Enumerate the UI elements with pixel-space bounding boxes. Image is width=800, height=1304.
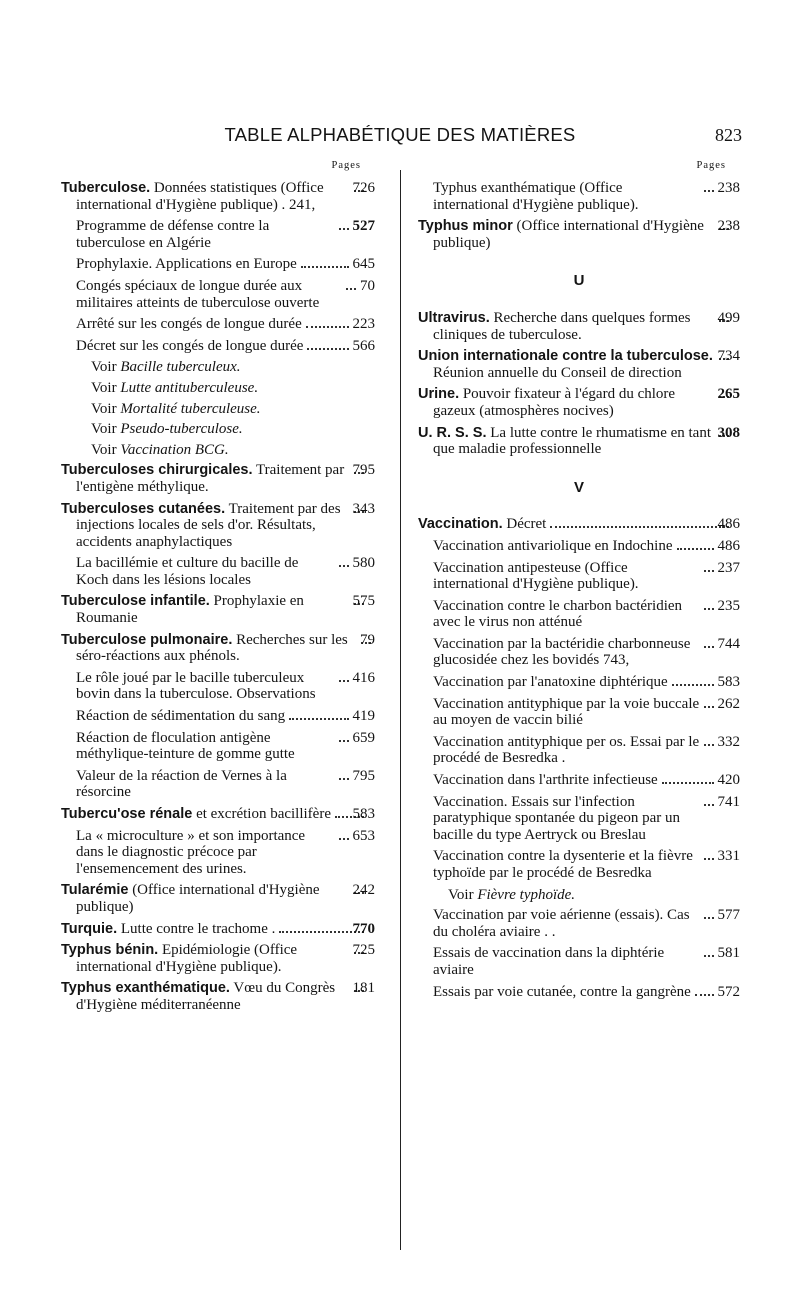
- dot-leader: [339, 228, 349, 230]
- entry-text: [433, 794, 700, 844]
- entry-line: [76, 828, 375, 878]
- entry-line: [61, 882, 375, 915]
- entry-text: [433, 945, 700, 978]
- dot-leader: [695, 994, 714, 996]
- entry-line: [76, 708, 375, 725]
- page-reference: 238: [717, 218, 740, 235]
- index-entry: [61, 218, 375, 251]
- index-entry: [418, 907, 740, 940]
- dot-leader: [339, 680, 349, 682]
- entry-headword: Vaccination.: [418, 516, 503, 533]
- entry-headword: Tuberculose infantile.: [61, 593, 210, 610]
- index-entry: [61, 555, 375, 588]
- entry-line: [61, 806, 375, 823]
- dot-leader: [279, 931, 363, 933]
- entry-text: [76, 316, 302, 333]
- entry-text: [433, 848, 700, 881]
- dot-leader: [339, 778, 349, 780]
- entry-line: [61, 980, 375, 1013]
- dot-leader: [550, 526, 728, 528]
- page-reference: 645: [352, 256, 375, 273]
- page-reference: 795: [352, 767, 375, 784]
- entry-description: Vaccination. Essais sur l'infection paratyphique spontanée du pigeon par un bacille du type Aertryck ou Breslau: [433, 793, 681, 843]
- entry-text: [76, 555, 335, 588]
- entry-description: Vœu du Congrès d'Hygiène méditerranéenne: [76, 980, 336, 1013]
- index-entry: [418, 598, 740, 631]
- entry-text: [76, 278, 342, 311]
- page-reference: 343: [352, 500, 375, 517]
- page-header: [0, 124, 800, 148]
- entry-line: [61, 942, 375, 975]
- page-reference: 237: [717, 559, 740, 576]
- entry-text: [61, 500, 350, 551]
- entry-description: Décret sur les congés de longue durée: [76, 337, 304, 354]
- entry-headword: Union internationale contre la tuberculose.: [418, 348, 713, 365]
- page-reference: 795: [352, 462, 375, 479]
- index-entry: [418, 386, 740, 419]
- index-entry: [61, 278, 375, 311]
- entry-text: [418, 309, 715, 343]
- page-reference: 566: [352, 337, 375, 354]
- index-entry: [418, 560, 740, 593]
- dot-leader: [339, 565, 349, 567]
- entry-headword: Tuberculoses chirurgicales.: [61, 462, 253, 479]
- index-entry: [418, 310, 740, 343]
- entry-text: [61, 980, 350, 1013]
- page-reference: 416: [352, 669, 375, 686]
- entry-description: Réaction de floculation antigène méthylique-teinture de gomme gutte: [76, 729, 295, 763]
- see-also-reference: Voir Mortalité tuberculeuse.: [91, 400, 261, 417]
- page-reference: 238: [717, 180, 740, 196]
- index-entry: [61, 806, 375, 823]
- index-entry: [61, 768, 375, 801]
- page-reference: 235: [717, 597, 740, 614]
- see-also-reference: Voir Pseudo-tuberculose.: [91, 421, 243, 438]
- entry-text: [433, 636, 700, 669]
- entry-description: Vaccination par l'anatoxine diphtérique: [433, 674, 668, 691]
- index-entry: [418, 696, 740, 729]
- entry-text: [433, 560, 700, 593]
- dot-leader: [307, 348, 348, 350]
- page-reference: 583: [352, 806, 375, 822]
- entry-description: Traitement par l'entigène méthylique.: [76, 462, 345, 495]
- see-also-target: Lutte antituberculeuse.: [120, 379, 259, 396]
- entry-line: [76, 278, 375, 311]
- entry-text: [433, 984, 691, 1001]
- entry-description: Données statistiques (Office international d'Hygiène publique) . 241,: [76, 180, 324, 213]
- entry-line: [418, 348, 740, 381]
- entry-line: [433, 848, 740, 881]
- entry-text: [418, 424, 715, 458]
- entry-text: [433, 907, 700, 940]
- entry-line: [76, 316, 375, 333]
- entry-description: Vaccination par la bactéridie charbonneuse glucosidée chez les bovidés 743,: [433, 635, 691, 669]
- entry-headword: Typhus bénin.: [61, 942, 159, 959]
- dot-leader: [704, 706, 714, 708]
- entry-text: [61, 882, 350, 915]
- entry-description: Vaccination antityphique par la voie buccale au moyen de vaccin bilié: [433, 695, 700, 729]
- index-entry: [418, 984, 740, 1001]
- entry-line: [433, 907, 740, 940]
- index-entry: [61, 921, 375, 938]
- dot-leader: [704, 608, 714, 610]
- see-also-reference: Voir Fièvre typhoïde.: [448, 886, 576, 903]
- dot-leader: [704, 955, 714, 957]
- index-entry: [61, 708, 375, 725]
- entry-headword: Typhus minor: [418, 218, 513, 235]
- entry-line: [76, 768, 375, 801]
- index-entry: [61, 942, 375, 975]
- page-reference: 575: [352, 593, 375, 610]
- index-entry: [418, 538, 740, 555]
- entry-description: Lutte contre le trachome .: [120, 920, 276, 937]
- page-reference: 725: [352, 942, 375, 959]
- entry-text: [61, 631, 357, 665]
- entry-description: Typhus exanthématique (Office international d'Hygiène publique).: [433, 180, 639, 213]
- entry-description: Prophylaxie en Roumanie: [76, 593, 304, 627]
- entry-description: Le rôle joué par le bacille tuberculeux bovin dans la tuberculose. Observations: [76, 669, 316, 703]
- index-entry: [61, 501, 375, 551]
- dot-leader: [346, 288, 356, 290]
- entry-line: [76, 670, 375, 703]
- entry-text: [61, 462, 350, 495]
- page-title: TABLE ALPHABÉTIQUE DES MATIÈRES: [224, 124, 576, 145]
- index-entry: [61, 180, 375, 213]
- dot-leader: [339, 838, 349, 840]
- entry-description: Vaccination antivariolique en Indochine: [433, 537, 673, 554]
- entry-description: Traitement par des injections locales de sels d'or. Résultats, accidents anaphylactiques: [76, 500, 341, 550]
- entry-description: La lutte contre le rhumatisme en tant que maladie professionnelle: [433, 424, 712, 458]
- see-also-reference: Voir Lutte antituberculeuse.: [91, 379, 259, 396]
- index-entry: [61, 338, 375, 355]
- entry-text: [61, 942, 350, 975]
- dot-leader: [672, 684, 714, 686]
- index-entry: [61, 462, 375, 495]
- pages-label: Pages: [696, 160, 726, 171]
- section-letter: V: [573, 478, 584, 496]
- index-entry: [418, 516, 740, 533]
- page-reference: 581: [717, 945, 740, 962]
- entry-line: [76, 256, 375, 273]
- index-entry: [61, 828, 375, 878]
- entry-text: [76, 768, 335, 801]
- see-also-reference: Voir Bacille tuberculeux.: [91, 359, 241, 376]
- dot-leader: [289, 718, 348, 720]
- page-reference: 583: [717, 674, 740, 691]
- entry-line: [418, 309, 740, 343]
- entry-description: Vaccination contre le charbon bactéridien avec le virus non atténué: [433, 597, 683, 631]
- entry-headword: Typhus exanthématique.: [61, 980, 230, 997]
- entry-line: [433, 598, 740, 631]
- index-entry: [418, 636, 740, 669]
- see-also-target: Pseudo-tuberculose.: [120, 421, 243, 438]
- entry-line: [433, 674, 740, 691]
- entry-line: [418, 516, 740, 533]
- dot-leader: [704, 570, 714, 572]
- page-reference: 770: [352, 920, 375, 937]
- page-reference: 262: [717, 695, 740, 712]
- entry-text: [76, 730, 335, 763]
- entry-description: Epidémiologie (Office international d'Hygiène publique).: [76, 942, 298, 975]
- index-entry: [418, 848, 740, 881]
- entry-text: [433, 598, 700, 631]
- page-reference: 577: [717, 907, 740, 924]
- entry-headword: Tubercu'ose rénale: [61, 806, 193, 822]
- entry-line: [76, 730, 375, 763]
- entry-text: [76, 256, 297, 273]
- index-entry: [418, 180, 740, 213]
- page-reference: 734: [717, 348, 740, 365]
- page-reference: 331: [717, 848, 740, 865]
- page-reference: 486: [717, 516, 740, 533]
- page-reference: 527: [352, 218, 375, 235]
- entry-description: La bacillémie et culture du bacille de Koch dans les lésions locales: [76, 555, 299, 588]
- entry-line: [433, 180, 740, 213]
- dot-leader: [301, 266, 349, 268]
- entry-description: La « microculture » et son importance dans le diagnostic précoce par l'ensemencement des urines.: [76, 827, 306, 877]
- page-reference: 181: [352, 980, 375, 997]
- entry-list: [61, 180, 375, 1014]
- entry-text: [61, 593, 350, 627]
- entry-line: [418, 424, 740, 458]
- entry-description: et excrétion bacillifère: [196, 806, 331, 822]
- page-reference: 580: [352, 555, 375, 572]
- dot-leader: [306, 326, 349, 328]
- entry-text: [418, 348, 715, 381]
- entry-text: [76, 828, 335, 878]
- entry-headword: Tuberculose.: [61, 180, 151, 196]
- page-reference: 499: [717, 309, 740, 326]
- entry-text: [76, 670, 335, 703]
- entry-line: [76, 555, 375, 588]
- entry-line: [61, 462, 375, 495]
- dot-leader: [339, 740, 349, 742]
- see-also-reference: Voir Vaccination BCG.: [91, 441, 229, 458]
- page-reference: 741: [717, 793, 740, 810]
- entry-description: Vaccination antityphique per os. Essai par le procédé de Besredka .: [433, 733, 700, 767]
- entry-description: Vaccination contre la dysenterie et la fièvre typhoïde par le procédé de Besredka: [433, 848, 693, 881]
- dot-leader: [704, 917, 714, 919]
- entry-line: [433, 560, 740, 593]
- index-entry: [418, 794, 740, 844]
- index-entry: [61, 882, 375, 915]
- page-reference: 653: [352, 827, 375, 844]
- dot-leader: [704, 190, 714, 192]
- index-entry: [61, 316, 375, 333]
- page-number: 823: [715, 125, 742, 145]
- entry-line: [433, 945, 740, 978]
- column-divider: [400, 170, 401, 1250]
- entry-line: Tuberculose pulmonaire. Recherches sur les séro-réactions aux phénols. 79: [61, 631, 375, 665]
- see-also-target: Bacille tuberculeux.: [120, 359, 241, 376]
- entry-line: [61, 180, 375, 213]
- entry-description: Recherches sur les séro-réactions aux phénols.: [76, 631, 348, 665]
- entry-text: [433, 734, 700, 767]
- entry-headword: Tuberculose pulmonaire.: [61, 631, 233, 648]
- entry-headword: U. R. S. S.: [418, 424, 487, 441]
- index-entry: [418, 348, 740, 381]
- entry-description: Prophylaxie. Applications en Europe: [76, 256, 297, 273]
- entry-line: [433, 734, 740, 767]
- see-also-target: Mortalité tuberculeuse.: [120, 400, 261, 417]
- entry-text: [61, 920, 276, 938]
- entry-line: [76, 338, 375, 355]
- entry-line: [433, 794, 740, 844]
- entry-text: [418, 516, 547, 533]
- entry-headword: Turquie.: [61, 920, 118, 937]
- entry-text: [76, 218, 335, 251]
- index-entry: [418, 425, 740, 458]
- entry-line: [61, 920, 375, 938]
- entry-line: [76, 218, 375, 251]
- index-column-left: [61, 158, 375, 1019]
- entry-description: Arrêté sur les congés de longue durée: [76, 316, 302, 333]
- entry-headword: Ultravirus.: [418, 309, 490, 326]
- index-entry: [418, 772, 740, 789]
- index-entry: [61, 256, 375, 273]
- dot-leader: [704, 858, 714, 860]
- entry-description: Décret: [506, 516, 547, 533]
- entry-description: Vaccination par voie aérienne (essais). Cas du choléra aviaire . .: [433, 907, 690, 940]
- entry-description: Pouvoir fixateur à l'égard du chlore gazeux (atmosphères nocives): [433, 386, 676, 419]
- entry-list: [418, 180, 740, 1000]
- dot-leader: [704, 744, 714, 746]
- entry-description: Essais de vaccination dans la diphtérie aviaire: [433, 945, 665, 978]
- entry-description: Réaction de sédimentation du sang: [76, 708, 286, 725]
- index-entry: [61, 593, 375, 626]
- entry-description: Congés spéciaux de longue durée aux militaires atteints de tuberculose ouverte: [76, 277, 320, 311]
- entry-line: [418, 218, 740, 251]
- pages-label: Pages: [331, 160, 361, 171]
- entry-description: Recherche dans quelques formes cliniques de tuberculose.: [433, 309, 691, 343]
- page-reference: 265: [717, 386, 740, 403]
- entry-description: Programme de défense contre la tuberculose en Algérie: [76, 218, 270, 251]
- entry-text: [433, 772, 658, 789]
- entry-text: [433, 538, 673, 555]
- index-entry: [61, 632, 375, 665]
- entry-text: [433, 696, 700, 729]
- entry-line: [61, 593, 375, 627]
- entry-line: [418, 386, 740, 419]
- entry-description: Vaccination antipesteuse (Office international d'Hygiène publique).: [433, 559, 639, 593]
- entry-description: Valeur de la réaction de Vernes à la résorcine: [76, 767, 287, 801]
- page-reference: 486: [717, 537, 740, 554]
- entry-text: [418, 218, 715, 251]
- index-column-right: [418, 158, 740, 1005]
- entry-text: [61, 180, 350, 213]
- entry-line: [433, 772, 740, 789]
- dot-leader: [704, 804, 714, 806]
- entry-text: [76, 338, 303, 355]
- section-letter: U: [573, 272, 585, 290]
- page-reference: 659: [352, 729, 375, 746]
- index-entry: [61, 670, 375, 703]
- index-entry: [418, 674, 740, 691]
- index-entry: [61, 730, 375, 763]
- entry-line: [433, 538, 740, 555]
- index-entry: [418, 945, 740, 978]
- dot-leader: [704, 646, 714, 648]
- entry-description: (Office international d'Hygiène publique): [76, 882, 320, 915]
- dot-leader: [662, 782, 714, 784]
- see-also-target: Vaccination BCG.: [120, 441, 229, 458]
- entry-text: [61, 806, 331, 823]
- page-reference: 70: [360, 277, 375, 294]
- entry-line: [433, 696, 740, 729]
- see-also-target: Fièvre typhoïde.: [477, 886, 576, 903]
- page-reference: 419: [352, 708, 375, 725]
- entry-text: [76, 708, 285, 725]
- entry-text: [433, 180, 700, 213]
- page-reference: 332: [717, 733, 740, 750]
- index-entry: [61, 980, 375, 1013]
- entry-line: [61, 500, 375, 551]
- entry-headword: Tuberculoses cutanées.: [61, 500, 226, 517]
- entry-headword: Tularémie: [61, 882, 129, 899]
- page-reference: 420: [717, 772, 740, 789]
- entry-description: Vaccination dans l'arthrite infectieuse: [433, 772, 658, 789]
- page-reference: 572: [717, 983, 740, 1000]
- entry-headword: Urine.: [418, 386, 460, 403]
- page-reference: 744: [717, 635, 740, 652]
- page-reference: 242: [352, 882, 375, 899]
- page-reference: 308: [717, 424, 740, 441]
- entry-description: Essais par voie cutanée, contre la gangrène: [433, 983, 691, 1000]
- index-entry: [418, 218, 740, 251]
- entry-text: [433, 674, 668, 691]
- entry-line: [433, 984, 740, 1001]
- entry-text: [418, 386, 715, 419]
- index-entry: [418, 734, 740, 767]
- page-reference: 726: [352, 180, 375, 196]
- dot-leader: [677, 548, 714, 550]
- page-reference: 223: [352, 316, 375, 333]
- entry-description: Réunion annuelle du Conseil de direction: [433, 364, 682, 381]
- entry-description: (Office international d'Hygiène publique): [433, 218, 704, 251]
- entry-line: [433, 636, 740, 669]
